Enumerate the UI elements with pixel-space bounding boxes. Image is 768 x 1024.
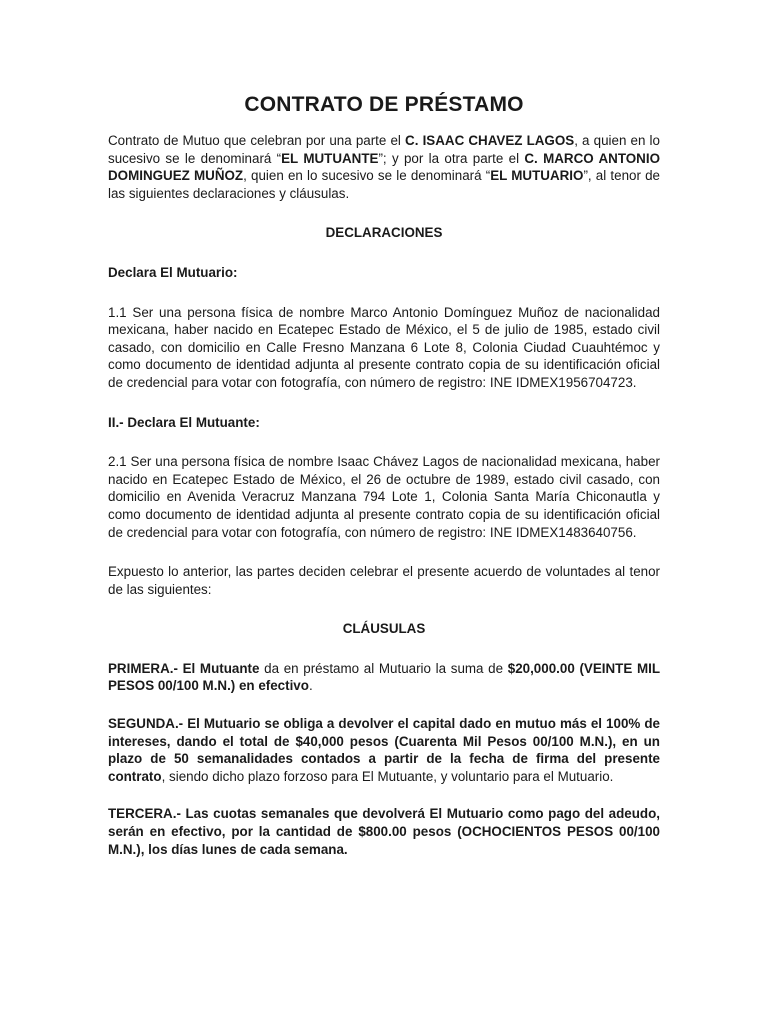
declara-mutuario-heading: Declara El Mutuario: xyxy=(108,264,238,280)
text-run: , quien en lo sucesivo se le denominará “ xyxy=(243,168,491,184)
text-run: 1.1 Ser una persona física de nombre Marco Antonio Domínguez Muñoz de nacionalidad mexicana, haber nacido en Ecatepec Estado de México, el 5 de julio de 1985, estado civil casado, con domicilio en Calle Fresno Manzana 6 Lote 8, Colonia Ciudad Cuauhtémoc y como documento de identidad adjunta al presente contrato copia de su identificación oficial de credencial para votar con fotografía, con número de registro: INE IDMEX1956704723. xyxy=(108,304,660,390)
text-run: ”, al tenor de las siguientes declaraciones y cláusulas. xyxy=(108,168,661,201)
text-run: Expuesto lo anterior, las partes deciden celebrar el presente acuerdo de voluntades al tenor de las siguientes: xyxy=(108,564,660,597)
text-run: Contrato de Mutuo que celebran por una parte el xyxy=(108,133,406,148)
clausula-tercera-paragraph xyxy=(108,805,660,858)
expuesto-paragraph xyxy=(108,563,660,598)
text-run: ”; y por la otra parte el xyxy=(378,150,525,166)
bold-text-run: $20,000.00 (VEINTE MIL PESOS 00/100 M.N.) en efectivo xyxy=(108,660,661,694)
bold-text-run: EL MUTUANTE xyxy=(281,150,379,166)
intro-paragraph xyxy=(108,132,660,202)
declaracion-1-1-paragraph xyxy=(108,304,660,392)
document-title: CONTRATO DE PRÉSTAMO xyxy=(244,93,524,116)
declaracion-2-1-paragraph xyxy=(108,453,660,541)
bold-text-run: PRIMERA.- El Mutuante xyxy=(108,660,260,676)
bold-text-run: SEGUNDA.- El Mutuario se obliga a devolver el capital dado en mutuo más el 100% de intereses, dando el total de $40,000 pesos (Cuarenta Mil Pesos 00/100 M.N.), en un plazo de 50 semanalidades contados a partir de la fecha de firma del presente contrato xyxy=(108,716,660,784)
bold-text-run: EL MUTUARIO xyxy=(490,168,584,184)
clausula-segunda-paragraph xyxy=(108,715,660,785)
text-run: , a quien en lo sucesivo se le denominará “ xyxy=(108,133,660,166)
clausula-primera-paragraph xyxy=(108,660,660,695)
text-run: . xyxy=(308,678,313,694)
declaraciones-heading: DECLARACIONES xyxy=(325,225,443,241)
declara-mutuante-heading: II.- Declara El Mutuante: xyxy=(108,414,260,430)
text-run: da en préstamo al Mutuario la suma de xyxy=(259,660,508,676)
bold-text-run: C. ISAAC CHAVEZ LAGOS xyxy=(405,133,575,148)
bold-text-run: C. MARCO ANTONIO DOMINGUEZ MUÑOZ xyxy=(108,150,660,184)
bold-text-run: TERCERA.- Las cuotas semanales que devolverá El Mutuario como pago del adeudo, serán en efectivo, por la cantidad de $800.00 pesos (OCHOCIENTOS PESOS 00/100 M.N.), los días lunes de cada semana. xyxy=(108,806,660,857)
clausulas-heading: CLÁUSULAS xyxy=(342,621,426,637)
text-run: , siendo dicho plazo forzoso para El Mutuante, y voluntario para el Mutuario. xyxy=(161,768,614,784)
text-run: 2.1 Ser una persona física de nombre Isaac Chávez Lagos de nacionalidad mexicana, haber nacido en Ecatepec Estado de México, el 26 de octubre de 1989, estado civil casado, con domicilio en Avenida Veracruz Manzana 794 Lote 1, Colonia Santa María Chiconautla y como documento de identidad adjunta al presente contrato copia de su identificación oficial de credencial para votar con fotografía, con número de registro: INE IDMEX1483640756. xyxy=(108,454,660,540)
